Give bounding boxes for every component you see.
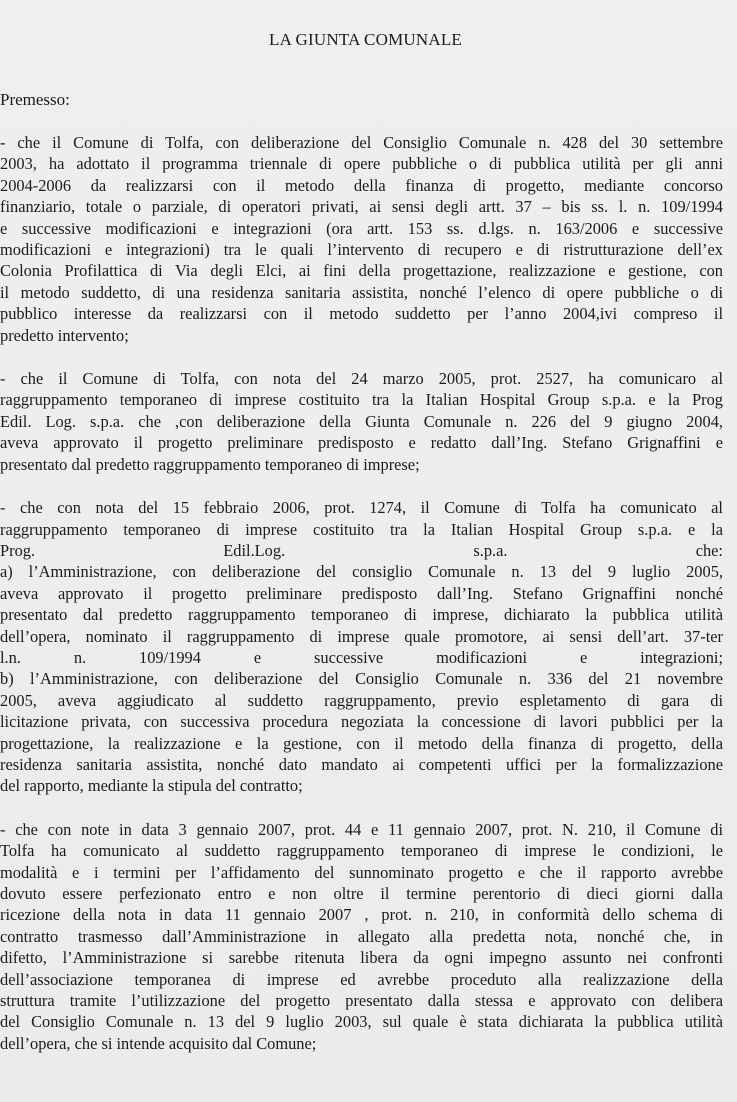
text-line: - che il Comune di Tolfa, con nota del 24 marzo 2005, prot. 2527, ha comunicaro al [0,369,723,389]
document-body [0,132,723,1054]
text-line: raggruppamento temporaneo di imprese costituito tra la Italian Hospital Group s.p.a. e la [0,519,723,539]
text-line: raggruppamento temporaneo di imprese costituito tra la Italian Hospital Group s.p.a. e la Prog [0,390,723,410]
text-line: 2003, ha adottato il programma triennale di opere pubbliche o di pubblica utilità per gli anni [0,154,723,174]
paragraph [0,819,723,1054]
text-line: modalità e i termini per l’affidamento del sunnominato progetto e che il rapporto avrebbe [0,862,723,882]
text-line: residenza sanitaria assistita, nonché dato mandato ai competenti uffici per la formalizzazione [0,754,723,774]
text-line: a) l’Amministrazione, con deliberazione del consiglio Comunale n. 13 del 9 luglio 2005, [0,562,723,582]
text-line: struttura tramite l’utilizzazione del progetto presentato dalla stessa e approvato con delibera [0,991,723,1011]
text-line: dell’opera, nominato il raggruppamento di imprese quale promotore, ai sensi dell’art. 37-ter [0,626,723,646]
document-title: LA GIUNTA COMUNALE [268,30,462,49]
text-line: aveva approvato il progetto preliminare predisposto e redatto dall’Ing. Stefano Grignaffini e [0,433,723,453]
text-line: del rapporto, mediante la stipula del contratto; [0,776,303,796]
text-line: Tolfa ha comunicato al suddetto raggruppamento temporaneo di imprese le condizioni, le [0,841,723,861]
text-line: del Consiglio Comunale n. 13 del 9 luglio 2003, sul quale è stata dichiarata la pubblica utilità [0,1012,723,1032]
text-line: ricezione della nota in data 11 gennaio 2007 , prot. n. 210, in conformità dello schema di [0,905,723,925]
text-line: contratto trasmesso dall’Amministrazione in allegato alla predetta nota, nonché che, in [0,926,723,946]
text-line: presentato dal predetto raggruppamento temporaneo di imprese, dichiarato la pubblica utilità [0,605,723,625]
text-line: progettazione, la realizzazione e la gestione, con il metodo della finanza di progetto, della [0,733,723,753]
text-line: dell’associazione temporanea di imprese ed avrebbe proceduto alla realizzazione della [0,969,723,989]
text-line: l.n. n. 109/1994 e successive modificazioni e integrazioni; [0,647,723,667]
text-line: dovuto essere perfezionato entro e non oltre il termine perentorio di dieci giorni dalla [0,884,723,903]
text-line: presentato dal predetto raggruppamento temporaneo di imprese; [0,454,420,474]
text-line: finanziario, totale o parziale, di operatori privati, ai sensi degli artt. 37 – bis ss. l. n. 109/1994 [0,197,723,217]
text-line: pubblico interesse da realizzarsi con il metodo suddetto per l’anno 2004,ivi compreso il [0,304,723,324]
text-line: licitazione privata, con successiva procedura negoziata la concessione di lavori pubblici per la [0,712,723,732]
text-line: aveva approvato il progetto preliminare predisposto dall’Ing. Stefano Grignaffini nonché [0,583,723,603]
text-line: 2004-2006 da realizzarsi con il metodo della finanza di progetto, mediante concorso [0,175,723,195]
text-line: e successive modificazioni e integrazioni (ora artt. 153 ss. d.lgs. n. 163/2006 e successive [0,218,723,238]
paragraph [0,368,723,475]
text-line: Prog. Edil.Log. s.p.a. che: [0,540,723,560]
text-line: b) l’Amministrazione, con deliberazione del Consiglio Comunale n. 336 del 21 novembre [0,669,723,689]
text-line: - che con note in data 3 gennaio 2007, prot. 44 e 11 gennaio 2007, prot. N. 210, il Comune di [0,819,723,839]
text-line: il metodo suddetto, di una residenza sanitaria assistita, nonché l’elenco di opere pubbliche o di [0,282,723,302]
text-line: - che il Comune di Tolfa, con deliberazione del Consiglio Comunale n. 428 del 30 settembre [0,133,723,152]
paragraph [0,497,723,797]
text-line: - che con nota del 15 febbraio 2006, prot. 1274, il Comune di Tolfa ha comunicato al [0,498,723,518]
paragraph [0,132,723,346]
text-line: Edil. Log. s.p.a. che ,con deliberazione della Giunta Comunale n. 226 del 9 giugno 2004, [0,411,723,431]
text-line: predetto intervento; [0,325,129,345]
text-line: difetto, l’Amministrazione si sarebbe ritenuta libera da ogni impegno assunto nei confronti [0,948,723,968]
text-line: Colonia Profilattica di Via degli Elci, ai fini della progettazione, realizzazione e gestione, con [0,261,723,281]
text-line: 2005, aveva aggiudicato al suddetto raggruppamento, previo espletamento di gara di [0,690,723,710]
text-line: dell’opera, che si intende acquisito dal Comune; [0,1033,317,1053]
text-line: modificazioni e integrazioni) tra le quali l’intervento di recupero e di ristrutturazione dell’ex [0,240,723,260]
premesso-heading: Premesso: [0,90,70,109]
